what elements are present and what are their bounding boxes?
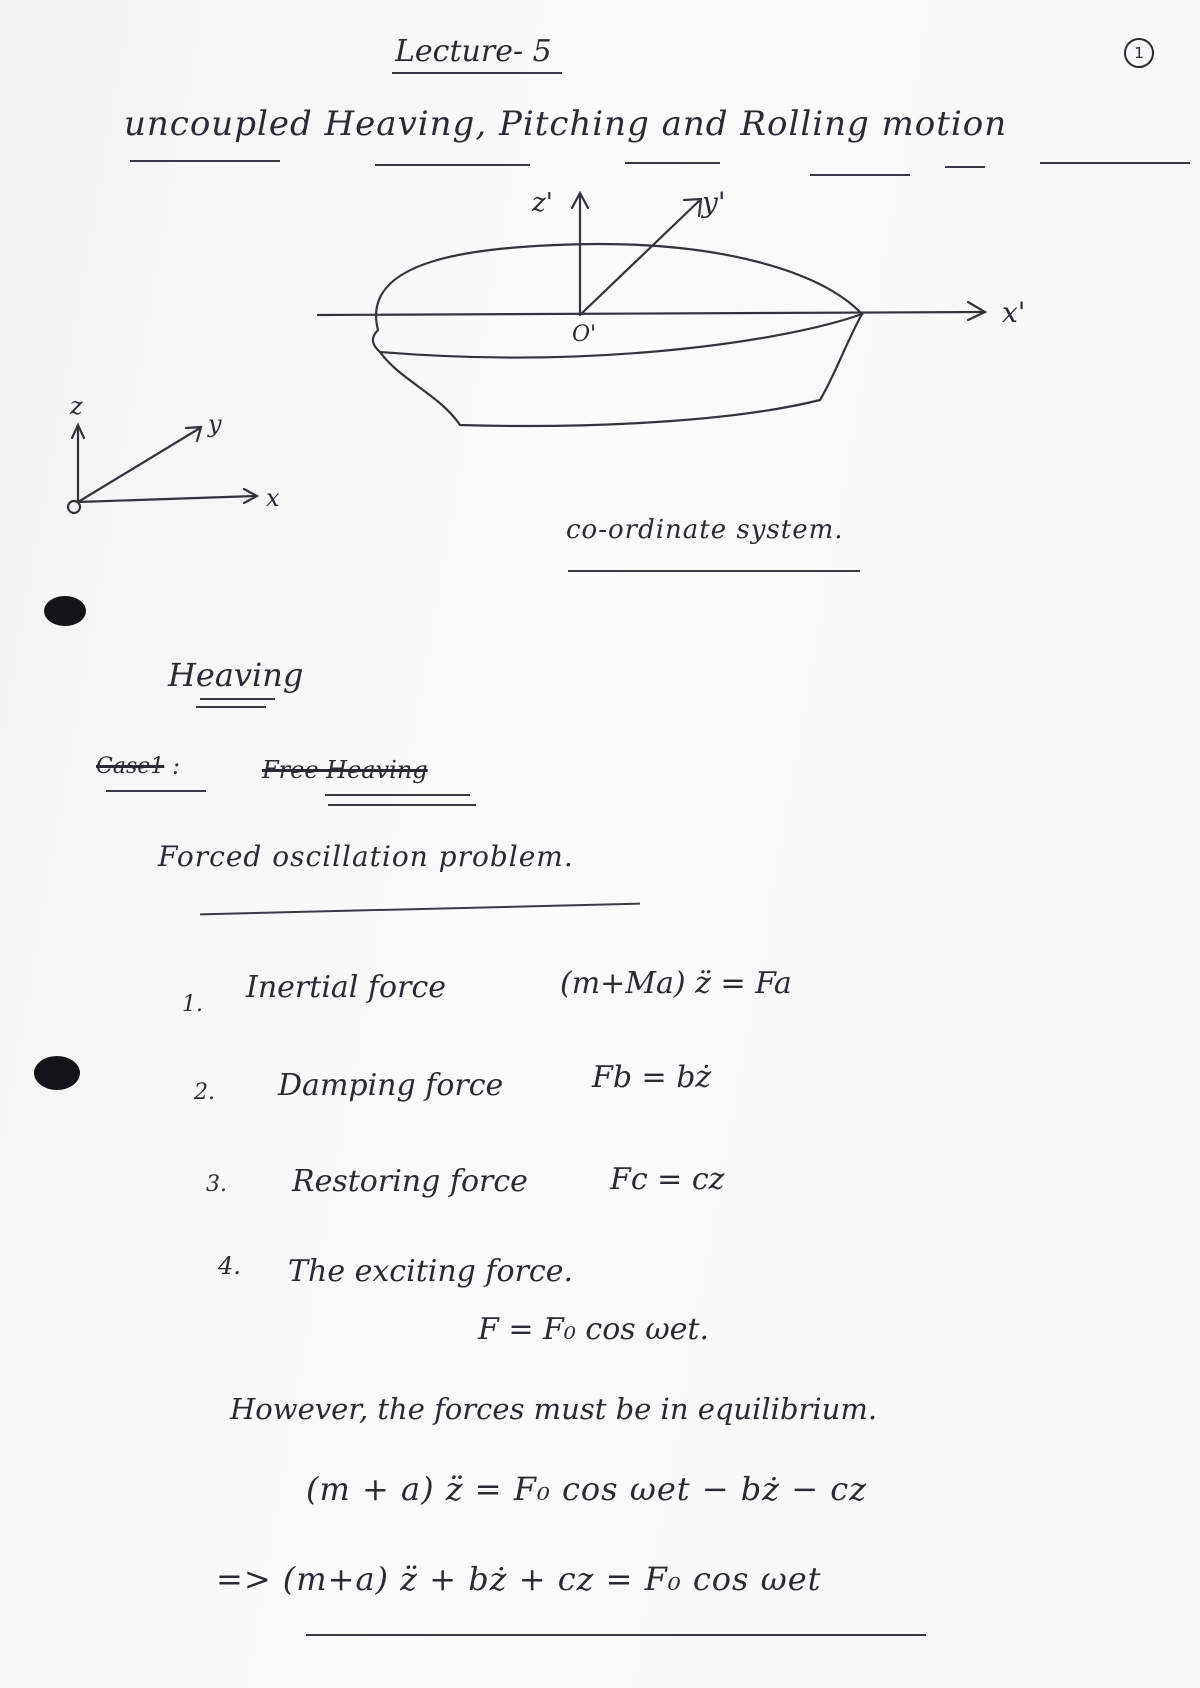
x-prime-label: x' [1002, 296, 1026, 329]
ship-hull-keel [380, 314, 862, 426]
equation-1: (m + a) z̈ = F₀ cos ωet − bż − cz [306, 1470, 868, 1508]
case-label: Case1 [96, 754, 165, 779]
force-3-expression: Fc = cz [610, 1162, 725, 1197]
case-colon: : [172, 752, 181, 780]
force-1-expression: (m+Ma) z̈ = Fa [560, 966, 792, 1001]
x-label: x [266, 484, 280, 512]
y-axis [78, 428, 200, 502]
heading-underline-1 [200, 698, 275, 700]
equation-2: => (m+a) z̈ + bż + cz = F₀ cos ωet [216, 1560, 822, 1598]
force-4-number: 4. [218, 1252, 241, 1280]
force-3-number: 3. [206, 1172, 227, 1197]
lecture-label: Lecture- 5 [395, 34, 552, 69]
equation-2-underline [306, 1634, 926, 1636]
problem-title: Forced oscillation problem. [158, 840, 574, 873]
page-number: 1 [1124, 38, 1154, 68]
page-title: uncoupled Heaving, Pitching and Rolling motion [124, 104, 1008, 144]
case-struck-underline-2 [328, 804, 476, 806]
force-1-number: 1. [182, 992, 203, 1017]
equilibrium-note: However, the forces must be in equilibrium. [230, 1392, 878, 1426]
o-prime-label: O' [572, 322, 597, 347]
z-label: z [70, 392, 83, 420]
case-struck-text: Free Heaving [262, 756, 428, 784]
case-struck-underline-1 [325, 794, 470, 796]
y-prime-label: y' [702, 186, 726, 219]
case-underline [106, 790, 206, 792]
y-prime-axis [580, 200, 700, 315]
ship-hull-outline [373, 244, 862, 357]
x-axis [78, 496, 256, 502]
section-heading: Heaving [168, 656, 304, 694]
force-2-name: Damping force [278, 1068, 504, 1103]
force-4-name: The exciting force. [288, 1254, 573, 1289]
heading-underline-2 [196, 706, 266, 708]
force-2-number: 2. [194, 1080, 215, 1105]
y-label: y [208, 410, 222, 438]
z-prime-label: z' [532, 188, 553, 218]
force-4-expression: F = F₀ cos ωet. [478, 1312, 710, 1347]
force-1-name: Inertial force [246, 970, 446, 1005]
caption-underline [568, 570, 860, 572]
x-prime-axis [318, 312, 985, 315]
force-3-name: Restoring force [292, 1164, 528, 1199]
diagram-caption: co-ordinate system. [566, 515, 844, 545]
force-2-expression: Fb = bż [592, 1060, 712, 1095]
